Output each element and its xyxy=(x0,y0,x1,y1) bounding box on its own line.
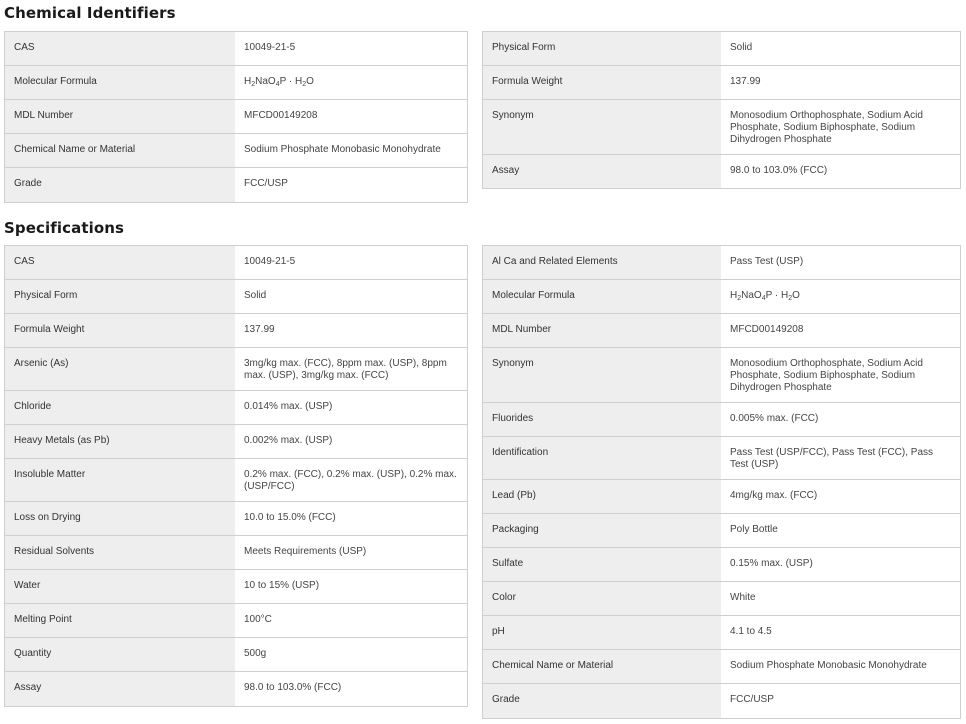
table-row-color xyxy=(483,582,960,616)
chemical-identifiers-right-table xyxy=(482,31,961,189)
row-label: Formula Weight xyxy=(483,66,721,99)
table-row-cas xyxy=(5,246,467,280)
table-row-molecular-formula xyxy=(483,280,960,314)
row-value: 98.0 to 103.0% (FCC) xyxy=(730,165,828,176)
row-value: Solid xyxy=(730,42,753,53)
table-row-lead-pb xyxy=(483,480,960,514)
row-value: 10049-21-5 xyxy=(244,256,296,267)
table-row-packaging xyxy=(483,514,960,548)
row-value: $H_2NaO_4P \cdot H_2O$ xyxy=(730,290,800,302)
table-row-cas xyxy=(5,32,467,66)
row-value: 0.002% max. (USP) xyxy=(244,435,333,446)
row-label: Water xyxy=(5,570,235,603)
row-label: Formula Weight xyxy=(5,314,235,347)
row-label: Fluorides xyxy=(483,403,721,436)
row-value: 10.0 to 15.0% (FCC) xyxy=(244,512,336,523)
row-label: Sulfate xyxy=(483,548,721,581)
row-label: Arsenic (As) xyxy=(5,348,235,390)
row-label: CAS xyxy=(5,246,235,279)
row-label: Loss on Drying xyxy=(5,502,235,535)
row-label: Insoluble Matter xyxy=(5,459,235,501)
row-value: 0.15% max. (USP) xyxy=(730,558,813,569)
table-row-quantity xyxy=(5,638,467,672)
row-label: Chemical Name or Material xyxy=(5,134,235,167)
row-label: Molecular Formula xyxy=(5,66,235,99)
table-row-al-ca-and-related-elements xyxy=(483,246,960,280)
table-row-assay xyxy=(5,672,467,706)
row-label: Synonym xyxy=(483,100,721,154)
table-row-assay xyxy=(483,155,960,188)
table-row-physical-form xyxy=(5,280,467,314)
row-value: Meets Requirements (USP) xyxy=(244,546,367,557)
row-label: Residual Solvents xyxy=(5,536,235,569)
table-row-mdl-number xyxy=(5,100,467,134)
table-row-fluorides xyxy=(483,403,960,437)
row-label: Heavy Metals (as Pb) xyxy=(5,425,235,458)
row-value: Pass Test (USP/FCC), Pass Test (FCC), Pass Test (USP) xyxy=(730,447,934,470)
row-label: Physical Form xyxy=(5,280,235,313)
row-label: MDL Number xyxy=(483,314,721,347)
table-row-heavy-metals-as-pb xyxy=(5,425,467,459)
row-label: Molecular Formula xyxy=(483,280,721,313)
row-label: Chemical Name or Material xyxy=(483,650,721,683)
row-label: Quantity xyxy=(5,638,235,671)
row-label: MDL Number xyxy=(5,100,235,133)
row-label: CAS xyxy=(5,32,235,65)
row-label: Assay xyxy=(483,155,721,188)
row-label: Assay xyxy=(5,672,235,706)
row-label: Al Ca and Related Elements xyxy=(483,246,721,279)
table-row-formula-weight xyxy=(5,314,467,348)
specifications-left-table xyxy=(4,245,468,707)
row-value: Monosodium Orthophosphate, Sodium Acid Phosphate, Sodium Biphosphate, Sodium Dihydrogen Phosphate xyxy=(730,110,923,145)
table-row-chemical-name-or-material xyxy=(483,650,960,684)
row-value: 3mg/kg max. (FCC), 8ppm max. (USP), 8ppm max. (USP), 3mg/kg max. (FCC) xyxy=(244,358,447,381)
row-value: 137.99 xyxy=(730,76,761,87)
table-row-synonym xyxy=(483,348,960,403)
row-value: 0.005% max. (FCC) xyxy=(730,413,819,424)
row-value: MFCD00149208 xyxy=(730,324,804,335)
row-label: Melting Point xyxy=(5,604,235,637)
row-label: Grade xyxy=(5,168,235,202)
table-row-identification xyxy=(483,437,960,480)
table-row-grade xyxy=(5,168,467,202)
row-value: 137.99 xyxy=(244,324,275,335)
table-row-insoluble-matter xyxy=(5,459,467,502)
table-row-grade xyxy=(483,684,960,718)
table-row-synonym xyxy=(483,100,960,155)
table-row-molecular-formula xyxy=(5,66,467,100)
row-label: Identification xyxy=(483,437,721,479)
row-value: 98.0 to 103.0% (FCC) xyxy=(244,682,342,693)
row-value: Monosodium Orthophosphate, Sodium Acid Phosphate, Sodium Biphosphate, Sodium Dihydrogen Phosphate xyxy=(730,358,923,393)
row-label: pH xyxy=(483,616,721,649)
table-row-sulfate xyxy=(483,548,960,582)
row-label: Grade xyxy=(483,684,721,718)
row-label: Synonym xyxy=(483,348,721,402)
row-value: 0.2% max. (FCC), 0.2% max. (USP), 0.2% max. (USP/FCC) xyxy=(244,469,457,492)
table-row-ph xyxy=(483,616,960,650)
row-value: FCC/USP xyxy=(730,694,774,705)
row-value: Poly Bottle xyxy=(730,524,778,535)
table-row-loss-on-drying xyxy=(5,502,467,536)
row-label: Packaging xyxy=(483,514,721,547)
row-value: 10 to 15% (USP) xyxy=(244,580,320,591)
row-value: White xyxy=(730,592,756,603)
table-row-physical-form xyxy=(483,32,960,66)
row-value: Sodium Phosphate Monobasic Monohydrate xyxy=(730,660,927,671)
table-row-arsenic-as xyxy=(5,348,467,391)
row-value: 4mg/kg max. (FCC) xyxy=(730,490,818,501)
table-row-chloride xyxy=(5,391,467,425)
row-label: Lead (Pb) xyxy=(483,480,721,513)
row-value: $H_2NaO_4P \cdot H_2O$ xyxy=(244,76,314,88)
table-row-formula-weight xyxy=(483,66,960,100)
table-row-water xyxy=(5,570,467,604)
row-label: Chloride xyxy=(5,391,235,424)
table-row-mdl-number xyxy=(483,314,960,348)
specifications-right-table xyxy=(482,245,961,719)
table-row-chemical-name-or-material xyxy=(5,134,467,168)
table-row-residual-solvents xyxy=(5,536,467,570)
row-value: 100°C xyxy=(244,614,272,625)
row-value: 4.1 to 4.5 xyxy=(730,626,772,637)
row-value: MFCD00149208 xyxy=(244,110,318,121)
row-value: 500g xyxy=(244,648,267,659)
row-value: 0.014% max. (USP) xyxy=(244,401,333,412)
row-value: Sodium Phosphate Monobasic Monohydrate xyxy=(244,144,441,155)
row-value: 10049-21-5 xyxy=(244,42,296,53)
table-row-melting-point xyxy=(5,604,467,638)
chemical-identifiers-heading: Chemical Identifiers xyxy=(4,4,176,22)
row-value: Pass Test (USP) xyxy=(730,256,804,267)
row-value: FCC/USP xyxy=(244,178,288,189)
row-label: Color xyxy=(483,582,721,615)
row-value: Solid xyxy=(244,290,267,301)
row-label: Physical Form xyxy=(483,32,721,65)
chemical-identifiers-left-table xyxy=(4,31,468,203)
specifications-heading: Specifications xyxy=(4,219,125,237)
